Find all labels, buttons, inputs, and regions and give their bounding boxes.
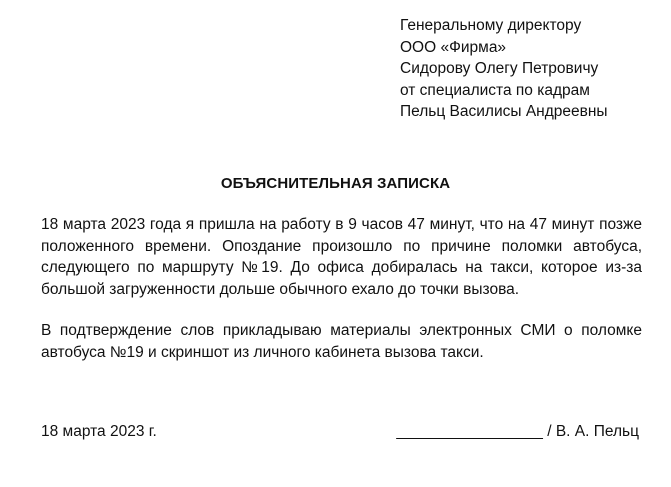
addressee-line-name: Сидорову Олегу Петровичу [400, 60, 599, 77]
addressee-line-company: ООО «Фирма» [400, 38, 507, 56]
document-title: ОБЪЯСНИТЕЛЬНАЯ ЗАПИСКА [220, 175, 451, 192]
addressee-block [400, 15, 608, 123]
sender-line-name: Пельц Василисы Андреевны [400, 103, 608, 120]
paragraph-explanation: 18 марта 2023 года я пришла на работу в 9 часов 47 минут, что на 47 минут позже положенного времени. Опоздание произошло по причине поломки автобуса, следующего по маршруту №19. До офиса добиралась на такси, которое из-за большой загруженности дольше обычного ехало до точки вызова. [41, 216, 642, 298]
addressee-line-position: Генеральному директору [400, 17, 582, 34]
paragraph-attachments: В подтверждение слов прикладываю материалы электронных СМИ о поломке автобуса №19 и скриншот из личного кабинета вызова такси. [41, 322, 642, 361]
sender-line-position: от специалиста по кадрам [400, 81, 590, 99]
signature-line: _________________ / В. А. Пельц [396, 423, 639, 440]
signature-date: 18 марта 2023 г. [41, 423, 157, 440]
